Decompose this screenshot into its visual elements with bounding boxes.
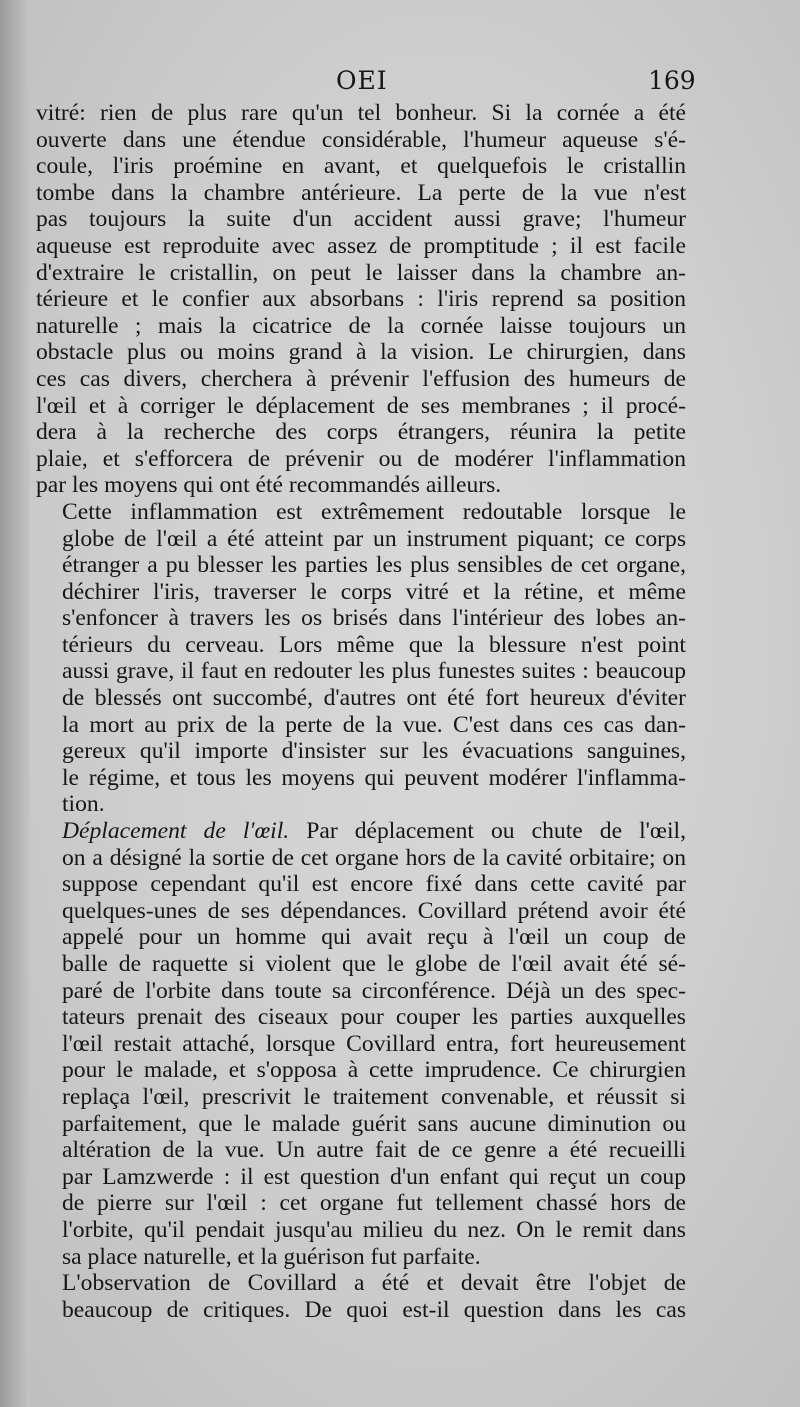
section-heading: Déplacement de l'œil. [62, 818, 290, 845]
text-line: sa place naturelle, et la guérison fut parfaite. [62, 1243, 481, 1270]
binding-shadow [0, 0, 30, 1407]
text-line: térieurs du cerveau. Lors même que la blessure n'est point [62, 631, 686, 658]
text-line: par les moyens qui ont été recommandés ailleurs. [36, 472, 502, 499]
text-line: l'œil restait attaché, lorsque Covillard entra, fort heureusement [62, 1030, 686, 1057]
page-number: 169 [648, 66, 696, 95]
text-line: on a désigné la sortie de cet organe hors de la cavité orbitaire; on [62, 844, 686, 871]
text-line: beaucoup de critiques. De quoi est-il question dans les cas [62, 1296, 686, 1323]
paragraph-3 [36, 818, 686, 1270]
text-line: L'observation de Covillard a été et devait être l'objet de [62, 1270, 686, 1297]
text-line: dera à la recherche des corps étrangers, réunira la petite [36, 419, 686, 446]
text-line: tion. [62, 791, 105, 818]
text-line: ouverte dans une étendue considérable, l'humeur aqueuse s'é- [36, 126, 686, 153]
text-line: térieure et le confier aux absorbans : l'iris reprend sa position [36, 286, 686, 313]
text-line: plaie, et s'efforcera de prévenir ou de modérer l'inflammation [36, 445, 686, 472]
text-line: pas toujours la suite d'un accident aussi grave; l'humeur [36, 206, 686, 233]
text-line: replaça l'œil, prescrivit le traitement convenable, et réussit si [62, 1083, 686, 1110]
text-line: tateurs prenait des ciseaux pour couper les parties auxquelles [62, 1004, 686, 1031]
paragraph-4 [36, 1270, 686, 1323]
text-line: par Lamzwerde : il est question d'un enfant qui reçut un coup [62, 1163, 686, 1190]
paragraph-2 [36, 499, 686, 818]
text-line: globe de l'œil a été atteint par un instrument piquant; ce corps [62, 525, 686, 552]
text-line: naturelle ; mais la cicatrice de la cornée laisse toujours un [36, 312, 686, 339]
text-line: parfaitement, que le malade guérit sans aucune diminution ou [62, 1110, 686, 1137]
text-line: l'orbite, qu'il pendait jusqu'au milieu du nez. On le remit dans [62, 1216, 686, 1243]
text-line: étranger a pu blesser les parties les plus sensibles de cet organe, [62, 552, 686, 579]
text-line: la mort au prix de la perte de la vue. C'est dans ces cas dan- [62, 711, 686, 738]
text-line: paré de l'orbite dans toute sa circonférence. Déjà un des spec- [62, 977, 686, 1004]
text-line: ces cas divers, cherchera à prévenir l'effusion des humeurs de [36, 365, 686, 392]
text-line: déchirer l'iris, traverser le corps vitré et la rétine, et même [62, 578, 686, 605]
body-text [36, 100, 686, 1323]
text-line: de pierre sur l'œil : cet organe fut tellement chassé hors de [62, 1190, 686, 1217]
text-line: aussi grave, il faut en redouter les plus funestes suites : beaucoup [62, 658, 686, 685]
text-line: l'œil et à corriger le déplacement de ses membranes ; il procé- [36, 392, 686, 419]
text-line: Cette inflammation est extrêmement redoutable lorsque le [62, 498, 686, 525]
text-line: de blessés ont succombé, d'autres ont été fort heureux d'éviter [62, 685, 686, 712]
text-line [36, 818, 686, 845]
text-line: d'extraire le cristallin, on peut le laisser dans la chambre an- [36, 259, 686, 286]
text-line: obstacle plus ou moins grand à la vision. Le chirurgien, dans [36, 339, 686, 366]
text-line: coule, l'iris proémine en avant, et quelquefois le cristallin [36, 153, 686, 180]
text-line: gereux qu'il importe d'insister sur les évacuations sanguines, [62, 738, 686, 765]
text-line: vitré: rien de plus rare qu'un tel bonheur. Si la cornée a été [36, 100, 686, 126]
heading-line-rest: Par déplacement ou chute de l'œil, [289, 818, 686, 845]
text-line: le régime, et tous les moyens qui peuvent modérer l'inflamma- [62, 764, 686, 791]
text-line: suppose cependant qu'il est encore fixé dans cette cavité par [62, 871, 686, 898]
text-line: pour le malade, et s'opposa à cette imprudence. Ce chirurgien [62, 1057, 686, 1084]
text-line: balle de raquette si violent que le globe de l'œil avait été sé- [62, 951, 686, 977]
text-line: altération de la vue. Un autre fait de ce genre a été recueilli [62, 1137, 686, 1164]
text-line: s'enfoncer à travers les os brisés dans l'intérieur des lobes an- [62, 605, 686, 632]
text-line: tombe dans la chambre antérieure. La perte de la vue n'est [36, 179, 686, 206]
paragraph-1 [36, 100, 686, 499]
text-line: aqueuse est reproduite avec assez de promptitude ; il est facile [36, 232, 686, 259]
text-line: appelé pour un homme qui avait reçu à l'œil un coup de [62, 924, 686, 951]
text-line: quelques-unes de ses dépendances. Covillard prétend avoir été [62, 897, 686, 924]
running-title: OEI [336, 66, 388, 95]
